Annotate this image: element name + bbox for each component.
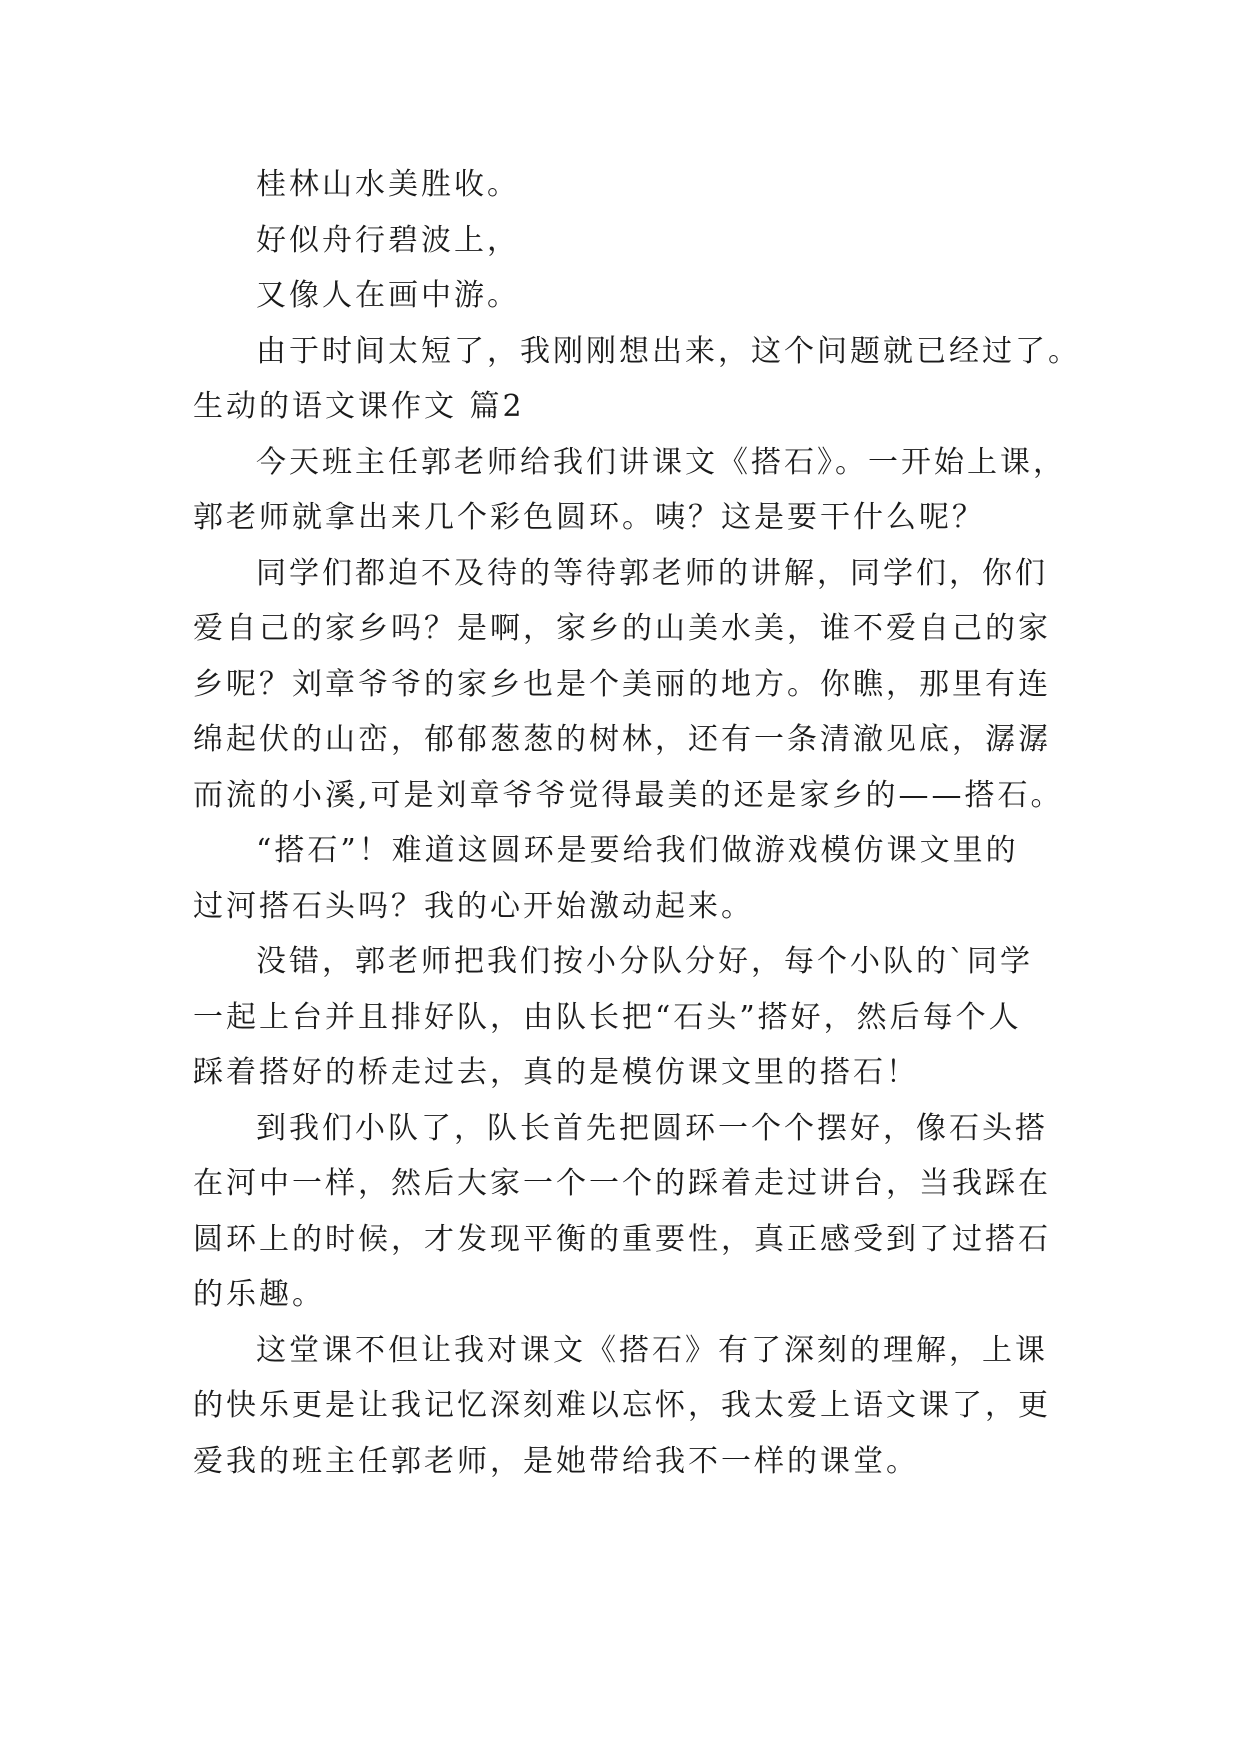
paragraph-line: 而流的小溪,可是刘章爷爷觉得最美的还是家乡的——搭石。 (193, 777, 1064, 813)
paragraph-line: 爱自己的家乡吗？是啊，家乡的山美水美，谁不爱自己的家 (193, 611, 1051, 646)
paragraph-line: 绵起伏的山峦，郁郁葱葱的树林，还有一条清澈见底，潺潺 (193, 722, 1051, 757)
paragraph (193, 934, 1063, 1101)
paragraph-line: 的乐趣。 (193, 1277, 325, 1312)
poem-line: 桂林山水美胜收。 (256, 167, 520, 202)
paragraph-line: 这堂课不但让我对课文《搭石》有了深刻的理解，上课 (256, 1332, 1048, 1368)
paragraph (193, 1323, 1063, 1490)
document-body (193, 157, 1081, 1489)
paragraph-line: 过河搭石头吗？我的心开始激动起来。 (193, 888, 754, 924)
section-heading: 生动的语文课作文 篇2 (193, 389, 525, 424)
paragraph-line: 今天班主任郭老师给我们讲课文《搭石》。一开始上课， (256, 444, 1066, 480)
paragraph-line: 同学们都迫不及待的等待郭老师的讲解，同学们，你们 (256, 555, 1048, 591)
paragraph-line: “搭石”！难道这圆环是要给我们做游戏模仿课文里的 (256, 833, 1019, 868)
paragraph (193, 546, 1063, 824)
paragraph-line: 没错，郭老师把我们按小分队分好，每个小队的`同学 (256, 944, 1033, 979)
paragraph (193, 435, 1066, 546)
paragraph-line: 一起上台并且排好队，由队长把“石头”搭好，然后每个人 (193, 999, 1022, 1035)
paragraph-line: 踩着搭好的桥走过去，真的是模仿课文里的搭石！ (193, 1055, 919, 1090)
paragraph-line: 在河中一样，然后大家一个一个的踩着走过讲台，当我踩在 (193, 1166, 1051, 1201)
closing-paragraph: 由于时间太短了，我刚刚想出来，这个问题就已经过了。 (256, 333, 1081, 369)
paragraph-line: 到我们小队了，队长首先把圆环一个个摆好，像石头搭 (256, 1110, 1048, 1146)
paragraph-line: 爱我的班主任郭老师，是她带给我不一样的课堂。 (193, 1443, 919, 1479)
paragraph (193, 1101, 1063, 1323)
paragraph-line: 郭老师就拿出来几个彩色圆环。咦？这是要干什么呢？ (193, 500, 985, 535)
poem-line: 又像人在画中游。 (256, 278, 520, 313)
poem-line: 好似舟行碧波上， (256, 222, 520, 258)
paragraph-line: 圆环上的时候，才发现平衡的重要性，真正感受到了过搭石 (193, 1221, 1051, 1257)
paragraph-line: 乡呢？刘章爷爷的家乡也是个美丽的地方。你瞧，那里有连 (193, 666, 1051, 702)
paragraph-line: 的快乐更是让我记忆深刻难以忘怀，我太爱上语文课了，更 (193, 1388, 1051, 1423)
paragraph (193, 823, 1063, 934)
